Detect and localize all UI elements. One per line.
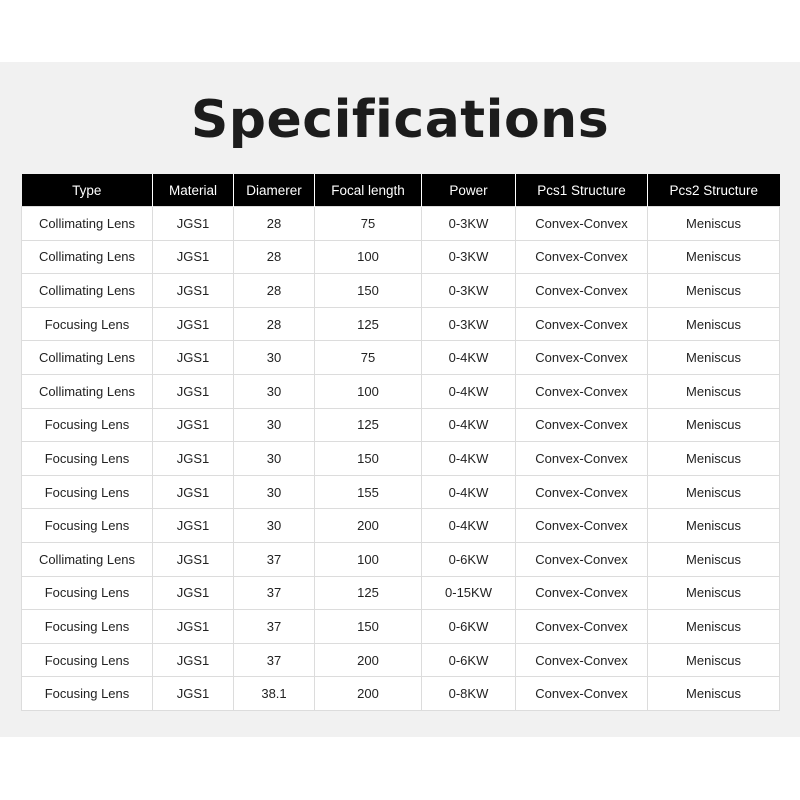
cell-power: 0-3KW [422,240,516,274]
cell-pcs2-structure: Meniscus [648,542,780,576]
table-row [22,610,780,644]
cell-power: 0-4KW [422,408,516,442]
table-row [22,307,780,341]
cell-focal-length: 125 [315,307,422,341]
cell-power: 0-6KW [422,610,516,644]
cell-focal-length: 155 [315,475,422,509]
cell-pcs1-structure: Convex-Convex [516,542,648,576]
cell-pcs2-structure: Meniscus [648,341,780,375]
table-row [22,542,780,576]
cell-focal-length: 200 [315,509,422,543]
cell-material: JGS1 [153,643,234,677]
cell-power: 0-4KW [422,475,516,509]
cell-diameter: 28 [234,240,315,274]
cell-power: 0-4KW [422,509,516,543]
cell-type: Collimating Lens [22,341,153,375]
cell-pcs2-structure: Meniscus [648,408,780,442]
header-power: Power [422,174,516,207]
cell-pcs1-structure: Convex-Convex [516,509,648,543]
cell-material: JGS1 [153,610,234,644]
cell-type: Focusing Lens [22,677,153,711]
cell-diameter: 30 [234,408,315,442]
cell-pcs1-structure: Convex-Convex [516,341,648,375]
table-row [22,643,780,677]
cell-pcs2-structure: Meniscus [648,475,780,509]
cell-diameter: 30 [234,442,315,476]
cell-pcs1-structure: Convex-Convex [516,677,648,711]
table-row [22,274,780,308]
cell-diameter: 30 [234,341,315,375]
cell-power: 0-4KW [422,341,516,375]
table-row [22,207,780,241]
cell-type: Collimating Lens [22,274,153,308]
cell-power: 0-3KW [422,207,516,241]
cell-diameter: 28 [234,307,315,341]
cell-focal-length: 100 [315,542,422,576]
cell-diameter: 28 [234,274,315,308]
cell-material: JGS1 [153,374,234,408]
cell-pcs1-structure: Convex-Convex [516,475,648,509]
cell-focal-length: 125 [315,408,422,442]
cell-pcs2-structure: Meniscus [648,374,780,408]
cell-diameter: 30 [234,374,315,408]
cell-diameter: 38.1 [234,677,315,711]
table-row [22,408,780,442]
table-row [22,677,780,711]
table-body [22,207,780,711]
cell-type: Focusing Lens [22,610,153,644]
cell-material: JGS1 [153,341,234,375]
cell-diameter: 37 [234,643,315,677]
cell-material: JGS1 [153,442,234,476]
cell-pcs1-structure: Convex-Convex [516,610,648,644]
cell-pcs1-structure: Convex-Convex [516,207,648,241]
cell-pcs1-structure: Convex-Convex [516,307,648,341]
cell-type: Collimating Lens [22,240,153,274]
cell-pcs2-structure: Meniscus [648,442,780,476]
cell-power: 0-3KW [422,307,516,341]
cell-focal-length: 150 [315,610,422,644]
cell-diameter: 30 [234,509,315,543]
cell-material: JGS1 [153,274,234,308]
table-header [22,174,780,207]
cell-focal-length: 150 [315,274,422,308]
cell-diameter: 28 [234,207,315,241]
cell-pcs2-structure: Meniscus [648,576,780,610]
cell-pcs1-structure: Convex-Convex [516,576,648,610]
cell-pcs1-structure: Convex-Convex [516,408,648,442]
cell-pcs2-structure: Meniscus [648,307,780,341]
cell-diameter: 37 [234,542,315,576]
cell-focal-length: 125 [315,576,422,610]
cell-diameter: 30 [234,475,315,509]
cell-power: 0-4KW [422,442,516,476]
cell-focal-length: 100 [315,374,422,408]
cell-type: Collimating Lens [22,542,153,576]
cell-pcs1-structure: Convex-Convex [516,643,648,677]
table-row [22,374,780,408]
header-pcs2-structure: Pcs2 Structure [648,174,780,207]
cell-material: JGS1 [153,307,234,341]
cell-material: JGS1 [153,408,234,442]
cell-type: Focusing Lens [22,643,153,677]
cell-type: Focusing Lens [22,442,153,476]
cell-pcs2-structure: Meniscus [648,240,780,274]
cell-pcs2-structure: Meniscus [648,643,780,677]
cell-focal-length: 75 [315,341,422,375]
cell-material: JGS1 [153,576,234,610]
cell-type: Focusing Lens [22,475,153,509]
table-row [22,442,780,476]
table-row [22,576,780,610]
cell-pcs2-structure: Meniscus [648,610,780,644]
cell-pcs1-structure: Convex-Convex [516,442,648,476]
cell-power: 0-6KW [422,542,516,576]
cell-power: 0-6KW [422,643,516,677]
cell-material: JGS1 [153,207,234,241]
table-row [22,509,780,543]
cell-material: JGS1 [153,240,234,274]
header-material: Material [153,174,234,207]
cell-material: JGS1 [153,475,234,509]
cell-power: 0-15KW [422,576,516,610]
table-row [22,475,780,509]
cell-pcs1-structure: Convex-Convex [516,240,648,274]
cell-pcs2-structure: Meniscus [648,677,780,711]
cell-power: 0-3KW [422,274,516,308]
cell-pcs2-structure: Meniscus [648,509,780,543]
cell-type: Focusing Lens [22,509,153,543]
cell-focal-length: 75 [315,207,422,241]
cell-material: JGS1 [153,509,234,543]
header-type: Type [22,174,153,207]
cell-diameter: 37 [234,610,315,644]
header-pcs1-structure: Pcs1 Structure [516,174,648,207]
cell-material: JGS1 [153,542,234,576]
cell-material: JGS1 [153,677,234,711]
cell-pcs1-structure: Convex-Convex [516,374,648,408]
page-title: Specifications [190,90,610,150]
cell-pcs2-structure: Meniscus [648,274,780,308]
cell-type: Focusing Lens [22,408,153,442]
cell-power: 0-4KW [422,374,516,408]
header-row [22,174,780,207]
header-diameter: Diamerer [234,174,315,207]
cell-focal-length: 200 [315,643,422,677]
cell-focal-length: 200 [315,677,422,711]
table-row [22,240,780,274]
cell-type: Focusing Lens [22,307,153,341]
specifications-table [21,174,780,711]
cell-focal-length: 100 [315,240,422,274]
cell-type: Focusing Lens [22,576,153,610]
cell-diameter: 37 [234,576,315,610]
table-row [22,341,780,375]
cell-pcs1-structure: Convex-Convex [516,274,648,308]
cell-type: Collimating Lens [22,374,153,408]
cell-pcs2-structure: Meniscus [648,207,780,241]
cell-type: Collimating Lens [22,207,153,241]
cell-focal-length: 150 [315,442,422,476]
cell-power: 0-8KW [422,677,516,711]
header-focal-length: Focal length [315,174,422,207]
